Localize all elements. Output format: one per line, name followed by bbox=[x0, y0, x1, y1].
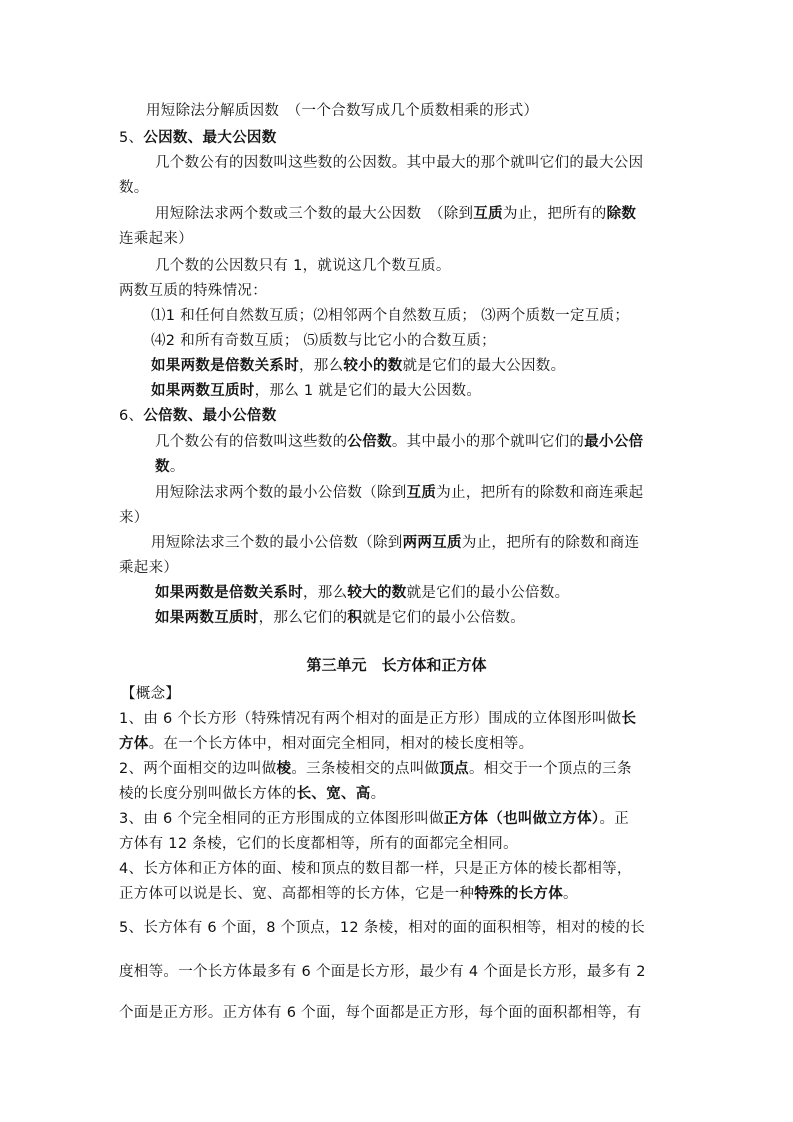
text-run: 。相交于一个顶点的三条 bbox=[468, 761, 632, 777]
bold-text: 如果两数互质时 bbox=[151, 383, 255, 399]
text-run: 。 bbox=[169, 459, 185, 475]
text-run: 数。 bbox=[119, 180, 149, 196]
text-run: 棱的长度分别叫做长方体的 bbox=[119, 786, 297, 802]
text-line bbox=[119, 859, 632, 879]
text-run: 几个数的公因数只有 1，就说这几个数互质。 bbox=[155, 258, 451, 274]
text-line bbox=[119, 884, 578, 904]
text-line bbox=[155, 204, 636, 224]
text-line bbox=[119, 281, 267, 301]
text-run: 为止，把所有的除数和商连 bbox=[461, 535, 640, 551]
text-run: 。 bbox=[370, 786, 386, 802]
text-line bbox=[119, 709, 636, 729]
text-line bbox=[155, 432, 643, 452]
text-run: 。三条棱相交的点叫做 bbox=[291, 761, 440, 777]
bold-text: 最小公倍 bbox=[584, 434, 644, 450]
text-line bbox=[119, 834, 518, 854]
text-line bbox=[119, 918, 645, 938]
text-line bbox=[119, 128, 277, 148]
bold-text: 如果两数互质时 bbox=[155, 610, 259, 626]
text-run: 个面是正方形。正方体有 6 个面，每个面都是正方形，每个面的面积都相等，有 bbox=[119, 1005, 642, 1021]
text-run: 方体有 12 条棱，它们的长度都相等，所有的面都完全相同。 bbox=[119, 836, 518, 852]
bold-text: 正方体（也叫做立方体） bbox=[443, 811, 600, 827]
text-run: 连乘起来） bbox=[119, 231, 193, 247]
text-line bbox=[119, 229, 193, 249]
text-line bbox=[155, 583, 569, 603]
bold-text: 长 bbox=[621, 711, 637, 727]
text-run: 1、由 6 个长方形（特殊情况有两个相对的面是正方形）围成的立体图形叫做 bbox=[119, 711, 622, 727]
text-run: 来） bbox=[119, 510, 149, 526]
text-line bbox=[119, 508, 149, 528]
text-line bbox=[119, 784, 385, 804]
bold-text: 公倍数、最小公倍数 bbox=[143, 408, 277, 424]
text-run: 用短除法求两个数的最小公倍数（除到 bbox=[155, 485, 407, 501]
text-line bbox=[151, 356, 565, 376]
bold-text: 数 bbox=[155, 459, 170, 475]
section-title: 第三单元 长方体和正方体 bbox=[306, 656, 487, 674]
bold-text: 长、宽、高 bbox=[296, 786, 371, 802]
text-run: 。 bbox=[563, 886, 578, 902]
text-line bbox=[119, 809, 629, 829]
text-run: 为止，把所有的 bbox=[502, 206, 607, 222]
text-line bbox=[119, 962, 646, 982]
text-run: ⑷2 和所有奇数互质； ⑸质数与比它小的合数互质； bbox=[151, 333, 496, 349]
text-line bbox=[151, 381, 481, 401]
text-line bbox=[151, 306, 629, 326]
text-run: 用短除法求两个数或三个数的最大公因数 （除到 bbox=[155, 206, 474, 222]
text-run: 两数互质的特殊情况： bbox=[119, 283, 267, 299]
text-run: 用短除法求三个数的最小公倍数（除到 bbox=[151, 535, 403, 551]
text-run: 。正 bbox=[599, 811, 630, 827]
text-run: ，那么它们的 bbox=[258, 610, 348, 626]
text-run: 就是它们的最小公倍数。 bbox=[406, 585, 570, 601]
text-line bbox=[146, 101, 538, 121]
bold-text: 如果两数是倍数关系时 bbox=[151, 358, 299, 374]
text-run: 几个数公有的倍数叫这些数的 bbox=[155, 434, 348, 450]
bold-text: 互质 bbox=[406, 485, 437, 501]
text-run: 3、由 6 个完全相同的正方形围成的立体图形叫做 bbox=[119, 811, 444, 827]
text-line bbox=[151, 533, 639, 553]
text-run: 5、 bbox=[119, 130, 144, 146]
text-line bbox=[155, 153, 643, 173]
text-line bbox=[119, 759, 632, 779]
text-run: 【概念】 bbox=[121, 686, 181, 702]
text-run: 为止，把所有的除数和商连乘起 bbox=[436, 485, 644, 501]
text-line bbox=[119, 406, 277, 426]
text-run: 几个数公有的因数叫这些数的公因数。其中最大的那个就叫它们的最大公因 bbox=[155, 155, 644, 171]
bold-text: 较小的数 bbox=[343, 358, 403, 374]
bold-text: 特殊的长方体 bbox=[474, 886, 564, 902]
bold-text: 如果两数是倍数关系时 bbox=[155, 585, 303, 601]
text-line bbox=[155, 608, 525, 628]
bold-text: 公因数、最大公因数 bbox=[143, 130, 277, 146]
bold-text: 公倍数 bbox=[347, 434, 392, 450]
text-run: 5、长方体有 6 个面，8 个顶点，12 条棱，相对的面的面积相等，相对的棱的长 bbox=[119, 920, 646, 936]
bold-text: 棱 bbox=[276, 761, 292, 777]
text-line bbox=[121, 684, 180, 704]
text-run: 6、 bbox=[119, 408, 144, 424]
bold-text: 互质 bbox=[473, 206, 503, 222]
text-run: 正方体可以说是长、宽、高都相等的长方体，它是一种 bbox=[119, 886, 475, 902]
bold-text: 除数 bbox=[606, 206, 637, 222]
bold-text: 方体 bbox=[119, 736, 149, 752]
text-run: 。其中最小的那个就叫它们的 bbox=[391, 434, 585, 450]
bold-text: 顶点 bbox=[439, 761, 469, 777]
text-run: ，那么 bbox=[303, 585, 348, 601]
bold-text: 积 bbox=[347, 610, 363, 626]
text-run: 。在一个长方体中，相对面完全相同，相对的棱长度相等。 bbox=[148, 736, 534, 752]
text-line bbox=[151, 331, 496, 351]
bold-text: 两两互质 bbox=[402, 535, 462, 551]
bold-text: 较大的数 bbox=[347, 585, 407, 601]
text-line bbox=[119, 178, 149, 198]
text-line bbox=[155, 256, 451, 276]
text-run: ⑴1 和任何自然数互质；⑵相邻两个自然数互质； ⑶两个质数一定互质； bbox=[151, 308, 630, 324]
text-line bbox=[119, 558, 178, 578]
text-line bbox=[119, 1003, 642, 1023]
text-run: 就是它们的最小公倍数。 bbox=[362, 610, 526, 626]
text-run: ，那么 bbox=[299, 358, 344, 374]
text-run: ，那么 1 就是它们的最大公因数。 bbox=[254, 383, 482, 399]
text-run: 用短除法分解质因数 （一个合数写成几个质数相乘的形式） bbox=[146, 103, 539, 119]
text-run: 4、长方体和正方体的面、棱和顶点的数目都一样，只是正方体的棱长都相等， bbox=[119, 861, 632, 877]
text-line bbox=[119, 734, 533, 754]
text-run: 度相等。一个长方体最多有 6 个面是长方形，最少有 4 个面是长方形，最多有 2 bbox=[119, 964, 646, 980]
text-line bbox=[155, 457, 185, 477]
text-run: 乘起来） bbox=[119, 560, 179, 576]
text-run: 2、两个面相交的边叫做 bbox=[119, 761, 277, 777]
text-line bbox=[155, 483, 643, 503]
text-run: 就是它们的最大公因数。 bbox=[402, 358, 566, 374]
